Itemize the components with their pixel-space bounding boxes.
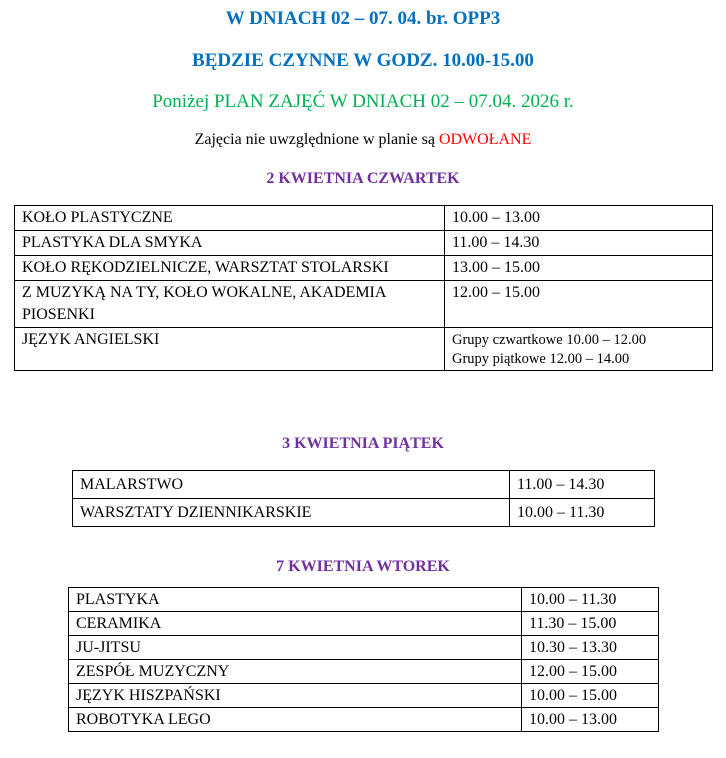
- activity-cell: KOŁO RĘKODZIELNICZE, WARSZTAT STOLARSKI: [15, 256, 445, 281]
- activity-cell: ROBOTYKA LEGO: [69, 708, 522, 732]
- activity-cell: JU-JITSU: [69, 636, 522, 660]
- schedule-table-tuesday: [68, 587, 659, 732]
- time-cell: 10.00 – 13.00: [445, 206, 713, 231]
- table-row: [69, 660, 659, 684]
- time-cell: 12.00 – 15.00: [522, 660, 659, 684]
- activity-cell: JĘZYK ANGIELSKI: [15, 328, 445, 371]
- day-title-tuesday: 7 KWIETNIA WTOREK: [276, 558, 450, 575]
- table-row: [69, 684, 659, 708]
- table-row: [69, 636, 659, 660]
- cancellation-note: [0, 131, 726, 149]
- table-row: [15, 328, 713, 371]
- activity-cell: KOŁO PLASTYCZNE: [15, 206, 445, 231]
- time-cell: 10.00 – 13.00: [522, 708, 659, 732]
- table-row: [69, 708, 659, 732]
- time-cell: 10.30 – 13.30: [522, 636, 659, 660]
- table-row: [69, 612, 659, 636]
- time-group-thursday: Grupy czwartkowe 10.00 – 12.00: [452, 332, 647, 348]
- note-highlight: ODWOŁANE: [438, 131, 532, 148]
- activity-cell: PLASTYKA DLA SMYKA: [15, 231, 445, 256]
- time-cell: 10.00 – 11.30: [522, 588, 659, 612]
- activity-cell: Z MUZYKĄ NA TY, KOŁO WOKALNE, AKADEMIA PIOSENKI: [15, 281, 445, 328]
- time-cell: 12.00 – 15.00: [445, 281, 713, 328]
- header-line-1: W DNIACH 02 – 07. 04. br. OPP3: [225, 8, 501, 29]
- time-cell: 11.00 – 14.30: [510, 471, 655, 499]
- day-title-friday: 3 KWIETNIA PIĄTEK: [282, 435, 444, 452]
- activity-cell: CERAMIKA: [69, 612, 522, 636]
- table-row: [15, 256, 713, 281]
- time-cell: 11.30 – 15.00: [522, 612, 659, 636]
- header-line-3: Poniżej PLAN ZAJĘĆ W DNIACH 02 – 07.04. 2026 r.: [152, 91, 574, 112]
- activity-cell: JĘZYK HISZPAŃSKI: [69, 684, 522, 708]
- time-cell: [445, 328, 713, 371]
- activity-cell: WARSZTATY DZIENNIKARSKIE: [73, 499, 510, 527]
- activity-cell: PLASTYKA: [69, 588, 522, 612]
- note-text: Zajęcia nie uwzględnione w planie są: [194, 131, 439, 148]
- table-row: [15, 206, 713, 231]
- table-row: [15, 281, 713, 328]
- time-cell: 10.00 – 11.30: [510, 499, 655, 527]
- activity-cell: ZESPÓŁ MUZYCZNY: [69, 660, 522, 684]
- table-row: [73, 471, 655, 499]
- schedule-table-friday: [72, 470, 655, 527]
- time-cell: 13.00 – 15.00: [445, 256, 713, 281]
- activity-cell: MALARSTWO: [73, 471, 510, 499]
- schedule-table-thursday: [14, 205, 713, 371]
- time-cell: 11.00 – 14.30: [445, 231, 713, 256]
- time-group-friday: Grupy piątkowe 12.00 – 14.00: [452, 351, 630, 367]
- header-line-2: BĘDZIE CZYNNE W GODZ. 10.00-15.00: [192, 50, 534, 71]
- table-row: [73, 499, 655, 527]
- day-title-thursday: 2 KWIETNIA CZWARTEK: [266, 170, 460, 187]
- table-row: [15, 231, 713, 256]
- table-row: [69, 588, 659, 612]
- time-cell: 10.00 – 15.00: [522, 684, 659, 708]
